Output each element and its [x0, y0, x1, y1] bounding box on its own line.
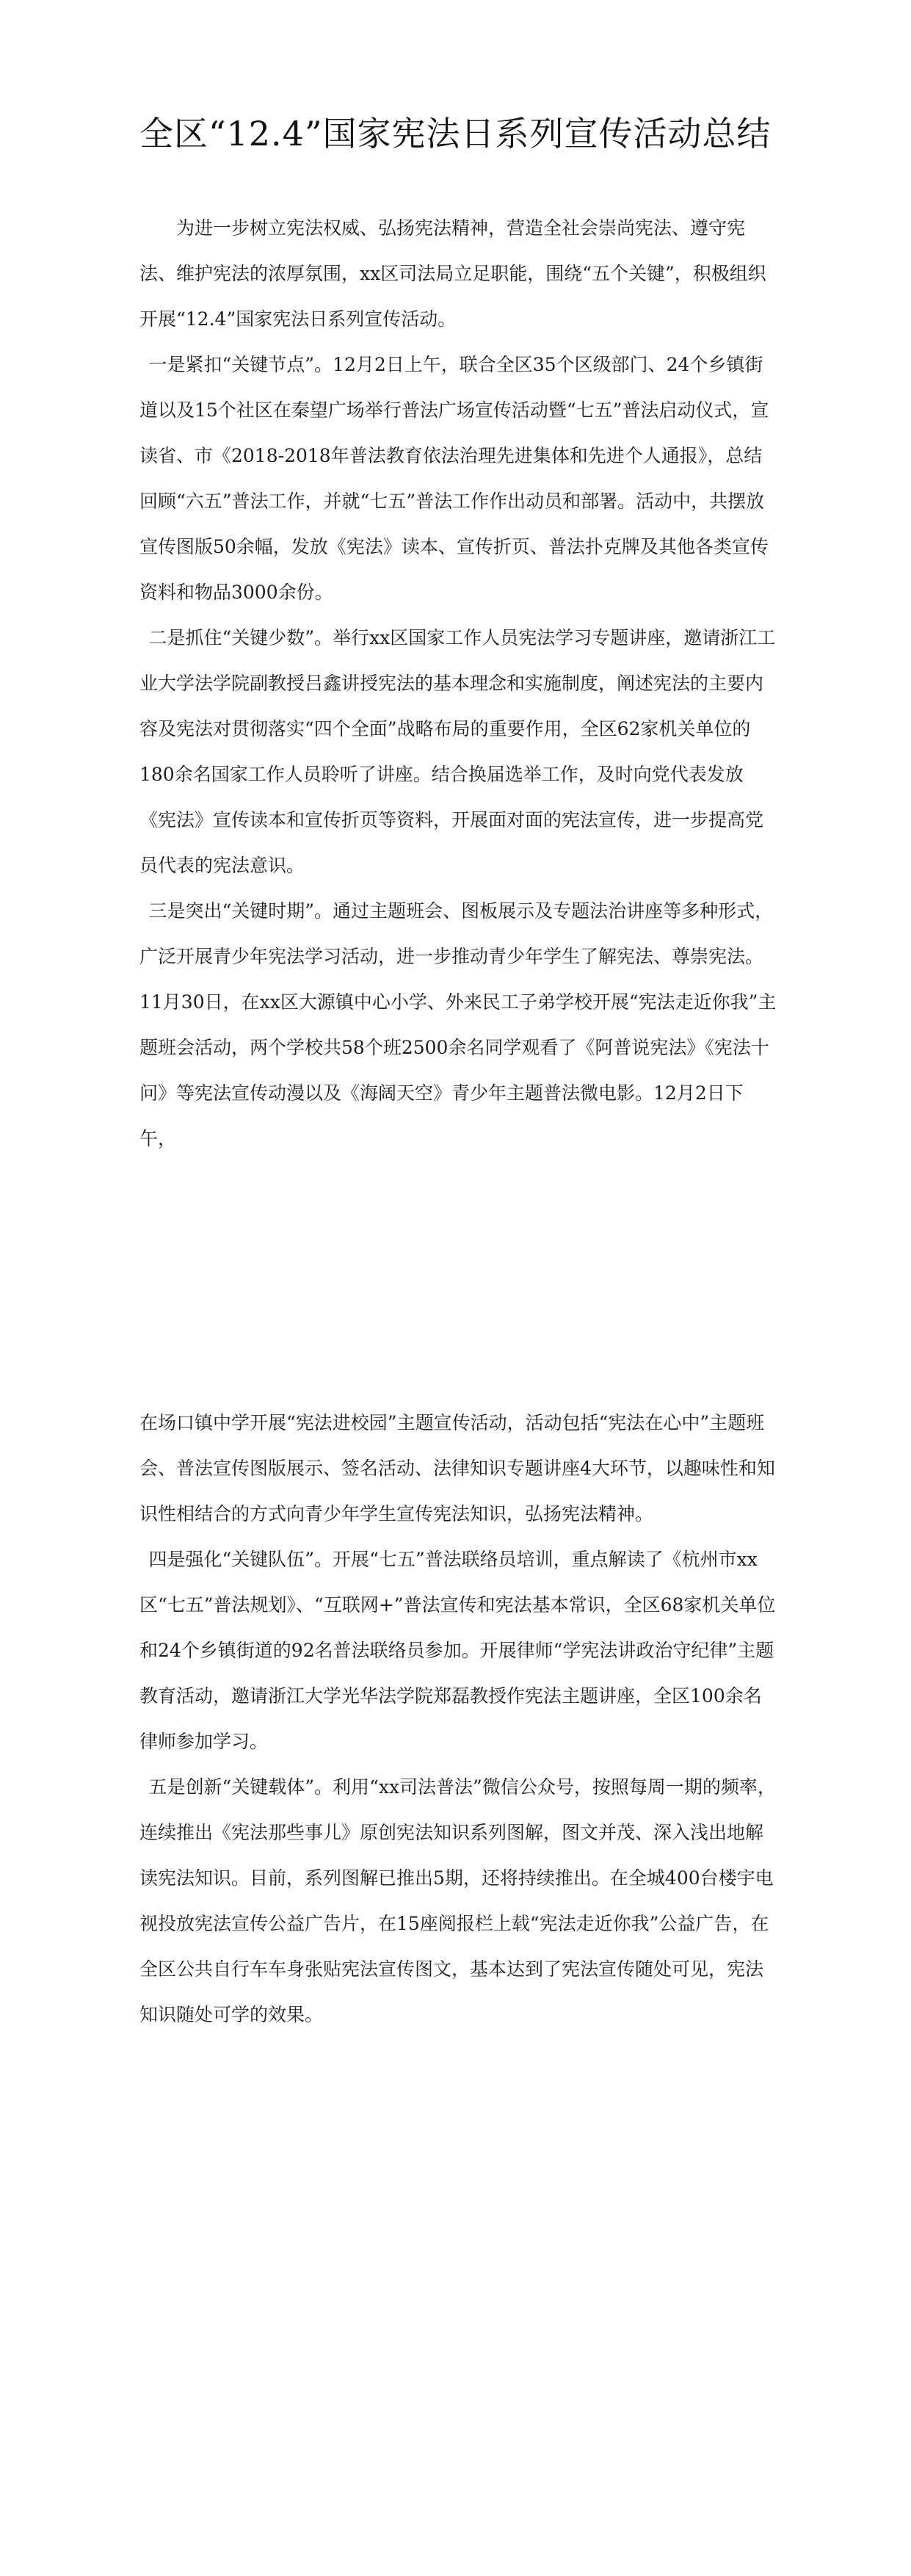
- paragraph-key-period-continued: 在场口镇中学开展“宪法进校园”主题宣传活动，活动包括“宪法在心中”主题班会、普法宣传图版展示、签名活动、法律知识专题讲座4大环节，以趣味性和知识性相结合的方式向青少年学生宣传宪法知识，弘扬宪法精神。: [139, 1412, 775, 1524]
- paragraph-key-period: 三是突出“关键时期”。通过主题班会、图板展示及专题法治讲座等多种形式，广泛开展青少年宪法学习活动，进一步推动青少年学生了解宪法、尊崇宪法。11月30日，在xx区大源镇中心小学、外来民工子弟学校开展“宪法走近你我”主题班会活动，两个学校共58个班2500余名同学观看了《阿普说宪法》《宪法十问》等宪法宣传动漫以及《海阔天空》青少年主题普法微电影。12月2日下午，: [139, 900, 777, 1149]
- document-title: 全区“12.4”国家宪法日系列宣传活动总结: [139, 114, 772, 153]
- paragraph-key-team: 四是强化“关键队伍”。开展“七五”普法联络员培训，重点解读了《杭州市xx区“七五”普法规划》、“互联网+”普法宣传和宪法基本常识，全区68家机关单位和24个乡镇街道的92名普法联络员参加。开展律师“学宪法讲政治守纪律”主题教育活动，邀请浙江大学光华法学院郑磊教授作宪法主题讲座，全区100余名律师参加学习。: [139, 1549, 776, 1752]
- paragraph-intro: 为进一步树立宪法权威、弘扬宪法精神，营造全社会崇尚宪法、遵守宪法、维护宪法的浓厚氛围，xx区司法局立足职能，围绕“五个关键”，积极组织开展“12.4”国家宪法日系列宣传活动。: [139, 217, 766, 330]
- document-body-part-2: [139, 1400, 778, 2038]
- document-body-part-1: [139, 206, 778, 1162]
- paragraph-key-minority: 二是抓住“关键少数”。举行xx区国家工作人员宪法学习专题讲座，邀请浙江工业大学法学院副教授吕鑫讲授宪法的基本理念和实施制度，阐述宪法的主要内容及宪法对贯彻落实“四个全面”战略布局的重要作用，全区62家机关单位的180余名国家工作人员聆听了讲座。结合换届选举工作，及时向党代表发放《宪法》宣传读本和宣传折页等资料，开展面对面的宪法宣传，进一步提高党员代表的宪法意识。: [139, 627, 776, 876]
- paragraph-key-carrier: 五是创新“关键载体”。利用“xx司法普法”微信公众号，按照每周一期的频率，连续推出《宪法那些事儿》原创宪法知识系列图解，图文并茂、深入浅出地解读宪法知识。目前，系列图解已推出5期，还将持续推出。在全城400台楼宇电视投放宪法宣传公益广告片，在15座阅报栏上载“宪法走近你我”公益广告，在全区公共自行车车身张贴宪法宣传图文，基本达到了宪法宣传随处可见，宪法知识随处可学的效果。: [139, 1776, 776, 2025]
- paragraph-key-nodes: 一是紧扣“关键节点”。12月2日上午，联合全区35个区级部门、24个乡镇街道以及15个社区在秦望广场举行普法广场宣传活动暨“七五”普法启动仪式，宣读省、市《2018-2018年普法教育依法治理先进集体和先进个人通报》，总结回顾“六五”普法工作，并就“七五”普法工作作出动员和部署。活动中，共摆放宣传图版50余幅，发放《宪法》读本、宣传折页、普法扑克牌及其他各类宣传资料和物品3000余份。: [139, 354, 769, 603]
